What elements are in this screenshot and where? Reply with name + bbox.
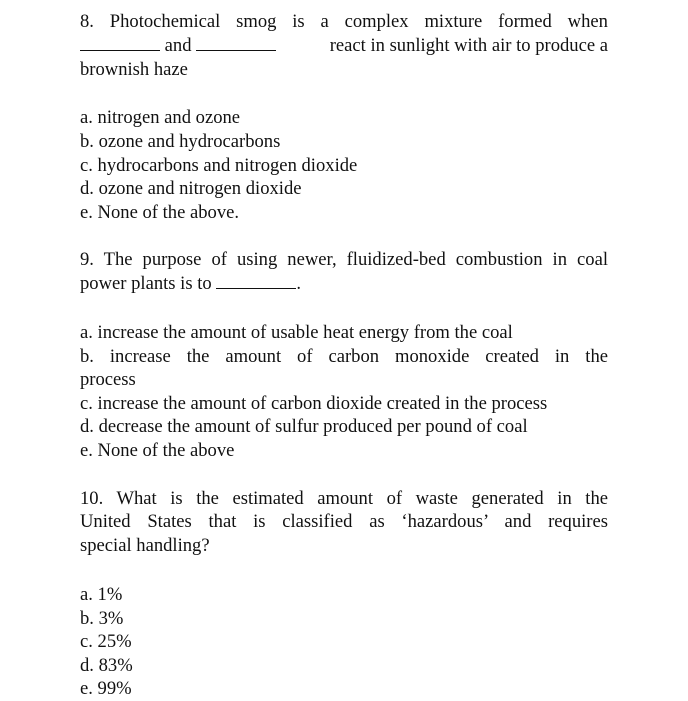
- question-10-options: [80, 583, 608, 701]
- option-item: e. None of the above.: [80, 201, 240, 223]
- answer-blank: [216, 274, 296, 289]
- q8-and-text: and: [164, 34, 192, 56]
- option-item: a. nitrogen and ozone: [80, 107, 241, 129]
- document-page: [80, 10, 608, 701]
- option-item: c. hydrocarbons and nitrogen dioxide: [80, 154, 358, 176]
- question-10-line-1: 10. What is the estimated amount of waste generated in the: [80, 487, 608, 509]
- option-item: c. increase the amount of carbon dioxide created in the process: [80, 392, 548, 414]
- q8-line2-text: react in sunlight with air to produce a: [329, 34, 608, 56]
- question-9: [80, 248, 608, 296]
- option-item-continuation: process: [80, 369, 136, 391]
- option-item: c. 25%: [80, 631, 132, 653]
- option-item: e. 99%: [80, 678, 132, 700]
- question-8-line-1: [80, 10, 608, 34]
- q8-word: mixture: [424, 11, 483, 32]
- q9-line2-text: power plants is to: [80, 273, 212, 295]
- question-8-options: [80, 106, 608, 224]
- q8-word: Photochemical: [109, 11, 221, 32]
- question-10-line-3: special handling?: [80, 535, 210, 557]
- answer-blank: [196, 36, 276, 51]
- question-10: [80, 487, 608, 558]
- question-9-line-1: 9. The purpose of using newer, fluidized-bed combustion in coal: [80, 249, 608, 271]
- q8-word: 8.: [80, 11, 94, 32]
- q8-word: when: [567, 11, 608, 32]
- option-item: a. increase the amount of usable heat energy from the coal: [80, 321, 513, 343]
- q8-word: complex: [344, 11, 409, 32]
- option-item: d. decrease the amount of sulfur produced per pound of coal: [80, 416, 528, 438]
- question-9-line-2: [80, 272, 608, 296]
- question-9-options: [80, 321, 608, 463]
- answer-blank: [80, 36, 160, 51]
- option-item: a. 1%: [80, 583, 123, 605]
- q9-period: .: [296, 273, 302, 295]
- q8-word: is: [292, 11, 305, 32]
- question-8-line-2: [80, 34, 608, 58]
- q8-word: a: [320, 11, 329, 32]
- option-item: b. 3%: [80, 607, 124, 629]
- option-item: b. ozone and hydrocarbons: [80, 130, 281, 152]
- q8-word: smog: [236, 11, 277, 32]
- option-item: e. None of the above: [80, 439, 235, 461]
- option-item: d. ozone and nitrogen dioxide: [80, 178, 302, 200]
- question-8-line-3: brownish haze: [80, 58, 188, 80]
- question-10-line-2: United States that is classified as ‘hazardous’ and requires: [80, 511, 608, 533]
- q8-word: formed: [498, 11, 552, 32]
- option-item: d. 83%: [80, 654, 133, 676]
- question-8: [80, 10, 608, 81]
- option-item: b. increase the amount of carbon monoxide created in the: [80, 345, 608, 367]
